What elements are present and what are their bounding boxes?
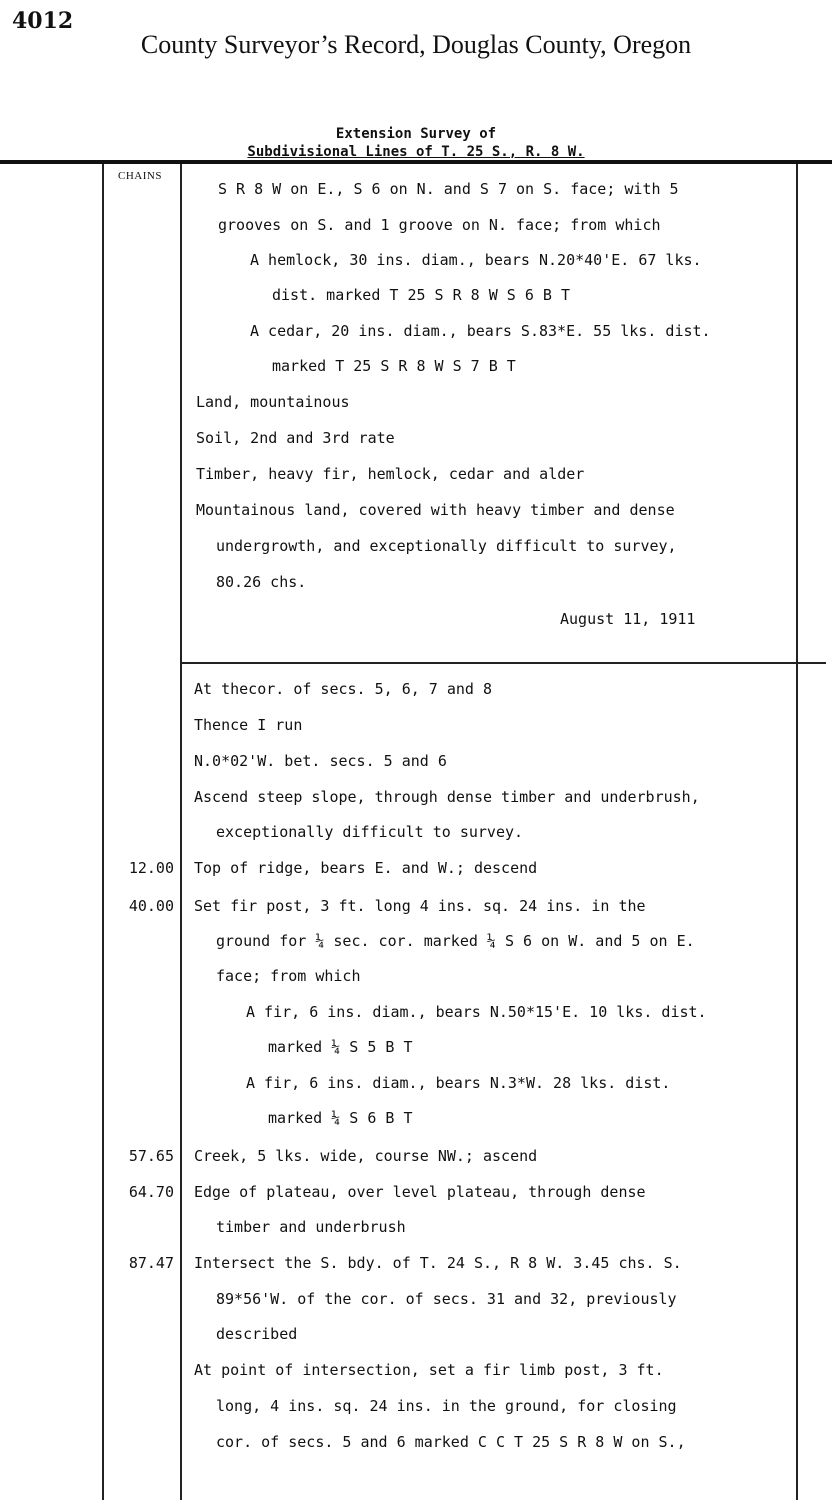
entry-date: August 11, 1911 (560, 610, 696, 628)
text-line: Intersect the S. bdy. of T. 24 S., R 8 W. 3.45 chs. S. (194, 1254, 682, 1272)
text-line: At point of intersection, set a fir limb post, 3 ft. (194, 1361, 664, 1379)
text-line: Ascend steep slope, through dense timber and underbrush, (194, 788, 700, 806)
text-line: A fir, 6 ins. diam., bears N.50*15'E. 10 lks. dist. (246, 1003, 707, 1021)
text-line: face; from which (216, 967, 361, 985)
chain-value: 40.00 (128, 897, 174, 915)
chain-value: 87.47 (128, 1254, 174, 1272)
text-line: described (216, 1325, 298, 1343)
page-number: 4012 (12, 8, 74, 34)
chains-column-label: CHAINS (118, 170, 162, 182)
text-line: A hemlock, 30 ins. diam., bears N.20*40'E. 67 lks. (250, 251, 702, 269)
text-line: Land, mountainous (196, 393, 350, 411)
text-line: ground for ¼ sec. cor. marked ¼ S 6 on W. and 5 on E. (216, 932, 695, 950)
text-line: long, 4 ins. sq. 24 ins. in the ground, for closing (216, 1397, 677, 1415)
text-line: A fir, 6 ins. diam., bears N.3*W. 28 lks. dist. (246, 1074, 671, 1092)
chain-value: 57.65 (128, 1147, 174, 1165)
chains-column-line (180, 164, 182, 1500)
text-line: cor. of secs. 5 and 6 marked C C T 25 S R 8 W on S., (216, 1433, 686, 1451)
text-line: grooves on S. and 1 groove on N. face; from which (218, 216, 661, 234)
header-rule (0, 160, 832, 164)
text-line: marked T 25 S R 8 W S 7 B T (272, 357, 516, 375)
section-divider (180, 662, 826, 664)
text-line: A cedar, 20 ins. diam., bears S.83*E. 55 lks. dist. (250, 322, 711, 340)
text-line: Mountainous land, covered with heavy timber and dense (196, 501, 675, 519)
page-header: County Surveyor’s Record, Douglas County, Oregon (140, 30, 692, 59)
text-line: undergrowth, and exceptionally difficult to survey, (216, 537, 677, 555)
text-line: Top of ridge, bears E. and W.; descend (194, 859, 538, 877)
text-line: Thence I run (194, 716, 303, 734)
text-line: marked ¼ S 5 B T (268, 1038, 413, 1056)
text-line: 89*56'W. of the cor. of secs. 31 and 32, previously (216, 1290, 677, 1308)
text-line: Timber, heavy fir, hemlock, cedar and alder (196, 465, 585, 483)
survey-title-line2: Subdivisional Lines of T. 25 S., R. 8 W. (247, 144, 585, 160)
text-line: Edge of plateau, over level plateau, through dense (194, 1183, 646, 1201)
text-line: timber and underbrush (216, 1218, 406, 1236)
text-line: exceptionally difficult to survey. (216, 823, 524, 841)
text-line: N.0*02'W. bet. secs. 5 and 6 (194, 752, 447, 770)
text-line: Creek, 5 lks. wide, course NW.; ascend (194, 1147, 538, 1165)
right-margin-line (796, 164, 798, 1500)
text-line: At thecor. of secs. 5, 6, 7 and 8 (194, 680, 493, 698)
text-line: marked ¼ S 6 B T (268, 1109, 413, 1127)
text-line: 80.26 chs. (216, 573, 307, 591)
chain-value: 64.70 (128, 1183, 174, 1201)
chain-value: 12.00 (128, 859, 174, 877)
text-line: S R 8 W on E., S 6 on N. and S 7 on S. face; with 5 (218, 180, 679, 198)
text-line: Set fir post, 3 ft. long 4 ins. sq. 24 ins. in the (194, 897, 646, 915)
text-line: dist. marked T 25 S R 8 W S 6 B T (272, 286, 571, 304)
text-line: Soil, 2nd and 3rd rate (196, 429, 395, 447)
survey-title-line1: Extension Survey of (335, 126, 497, 142)
left-margin-line (102, 164, 104, 1500)
